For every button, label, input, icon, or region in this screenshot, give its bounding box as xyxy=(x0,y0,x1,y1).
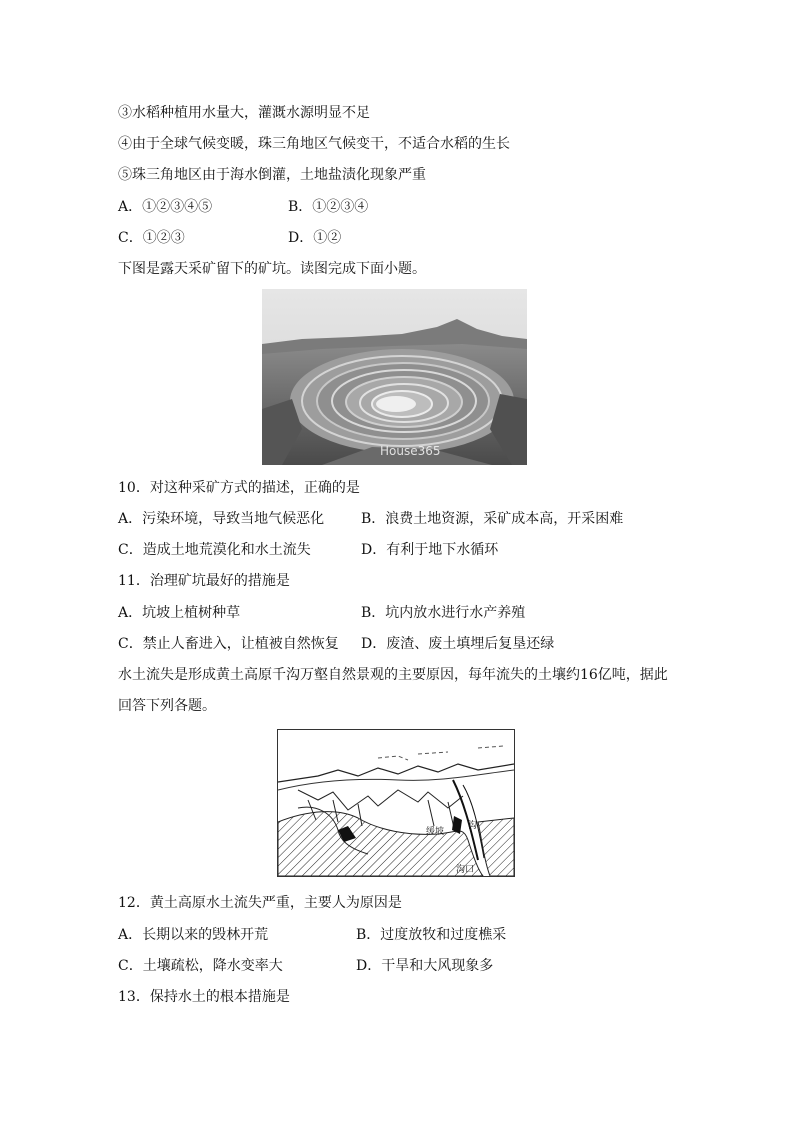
q11-option-a[interactable]: A．坑坡上植树种草 xyxy=(118,605,241,621)
label-gully-mouth: 沟口 xyxy=(456,865,475,875)
open-pit-mine-photo xyxy=(262,289,527,465)
q12-option-d[interactable]: D．干旱和大风现象多 xyxy=(356,958,494,974)
q10-option-a[interactable]: A．污染环境，导致当地气候恶化 xyxy=(118,511,325,527)
q11-option-c[interactable]: C．禁止人畜进入，让植被自然恢复 xyxy=(118,636,339,652)
q12-stem: 12．黄土高原水土流失严重，主要人为原因是 xyxy=(118,895,402,911)
q10-option-c[interactable]: C．造成土地荒漠化和水土流失 xyxy=(118,542,311,558)
q10-option-d[interactable]: D．有利于地下水循环 xyxy=(361,542,499,558)
mine-intro: 下图是露天采矿留下的矿坑。读图完成下面小题。 xyxy=(118,261,426,277)
loess-intro-line1: 水土流失是形成黄土高原千沟万壑自然景观的主要原因，每年流失的土壤约16亿吨，据此 xyxy=(118,667,668,683)
statement-3: ③水稻种植用水量大，灌溉水源明显不足 xyxy=(118,105,370,121)
q12-option-c[interactable]: C．土壤疏松，降水变率大 xyxy=(118,958,283,974)
loess-plateau-diagram xyxy=(277,729,515,877)
q9-option-d[interactable]: D．①② xyxy=(288,230,342,246)
q11-option-b[interactable]: B．坑内放水进行水产养殖 xyxy=(361,605,526,621)
photo-watermark: House365 xyxy=(380,444,441,458)
q10-option-b[interactable]: B．浪费土地资源，采矿成本高，开采困难 xyxy=(361,511,624,527)
q9-option-c[interactable]: C．①②③ xyxy=(118,230,185,246)
q10-stem: 10．对这种采矿方式的描述，正确的是 xyxy=(118,480,360,496)
statement-5: ⑤珠三角地区由于海水倒灌，土地盐渍化现象严重 xyxy=(118,167,426,183)
q12-option-b[interactable]: B．过度放牧和过度樵采 xyxy=(356,927,507,943)
label-gully: 沟 xyxy=(468,821,478,831)
q9-option-b[interactable]: B．①②③④ xyxy=(288,199,369,215)
q12-option-a[interactable]: A．长期以来的毁林开荒 xyxy=(118,927,269,943)
q11-stem: 11．治理矿坑最好的措施是 xyxy=(118,573,290,589)
loess-intro-line2: 回答下列各题。 xyxy=(118,698,216,714)
label-gentle-slope: 缓坡 xyxy=(426,827,445,837)
statement-4: ④由于全球气候变暖，珠三角地区气候变干，不适合水稻的生长 xyxy=(118,136,510,152)
q9-option-a[interactable]: A．①②③④⑤ xyxy=(118,199,213,215)
q11-option-d[interactable]: D．废渣、废土填埋后复垦还绿 xyxy=(361,636,555,652)
q13-stem: 13．保持水土的根本措施是 xyxy=(118,989,290,1005)
